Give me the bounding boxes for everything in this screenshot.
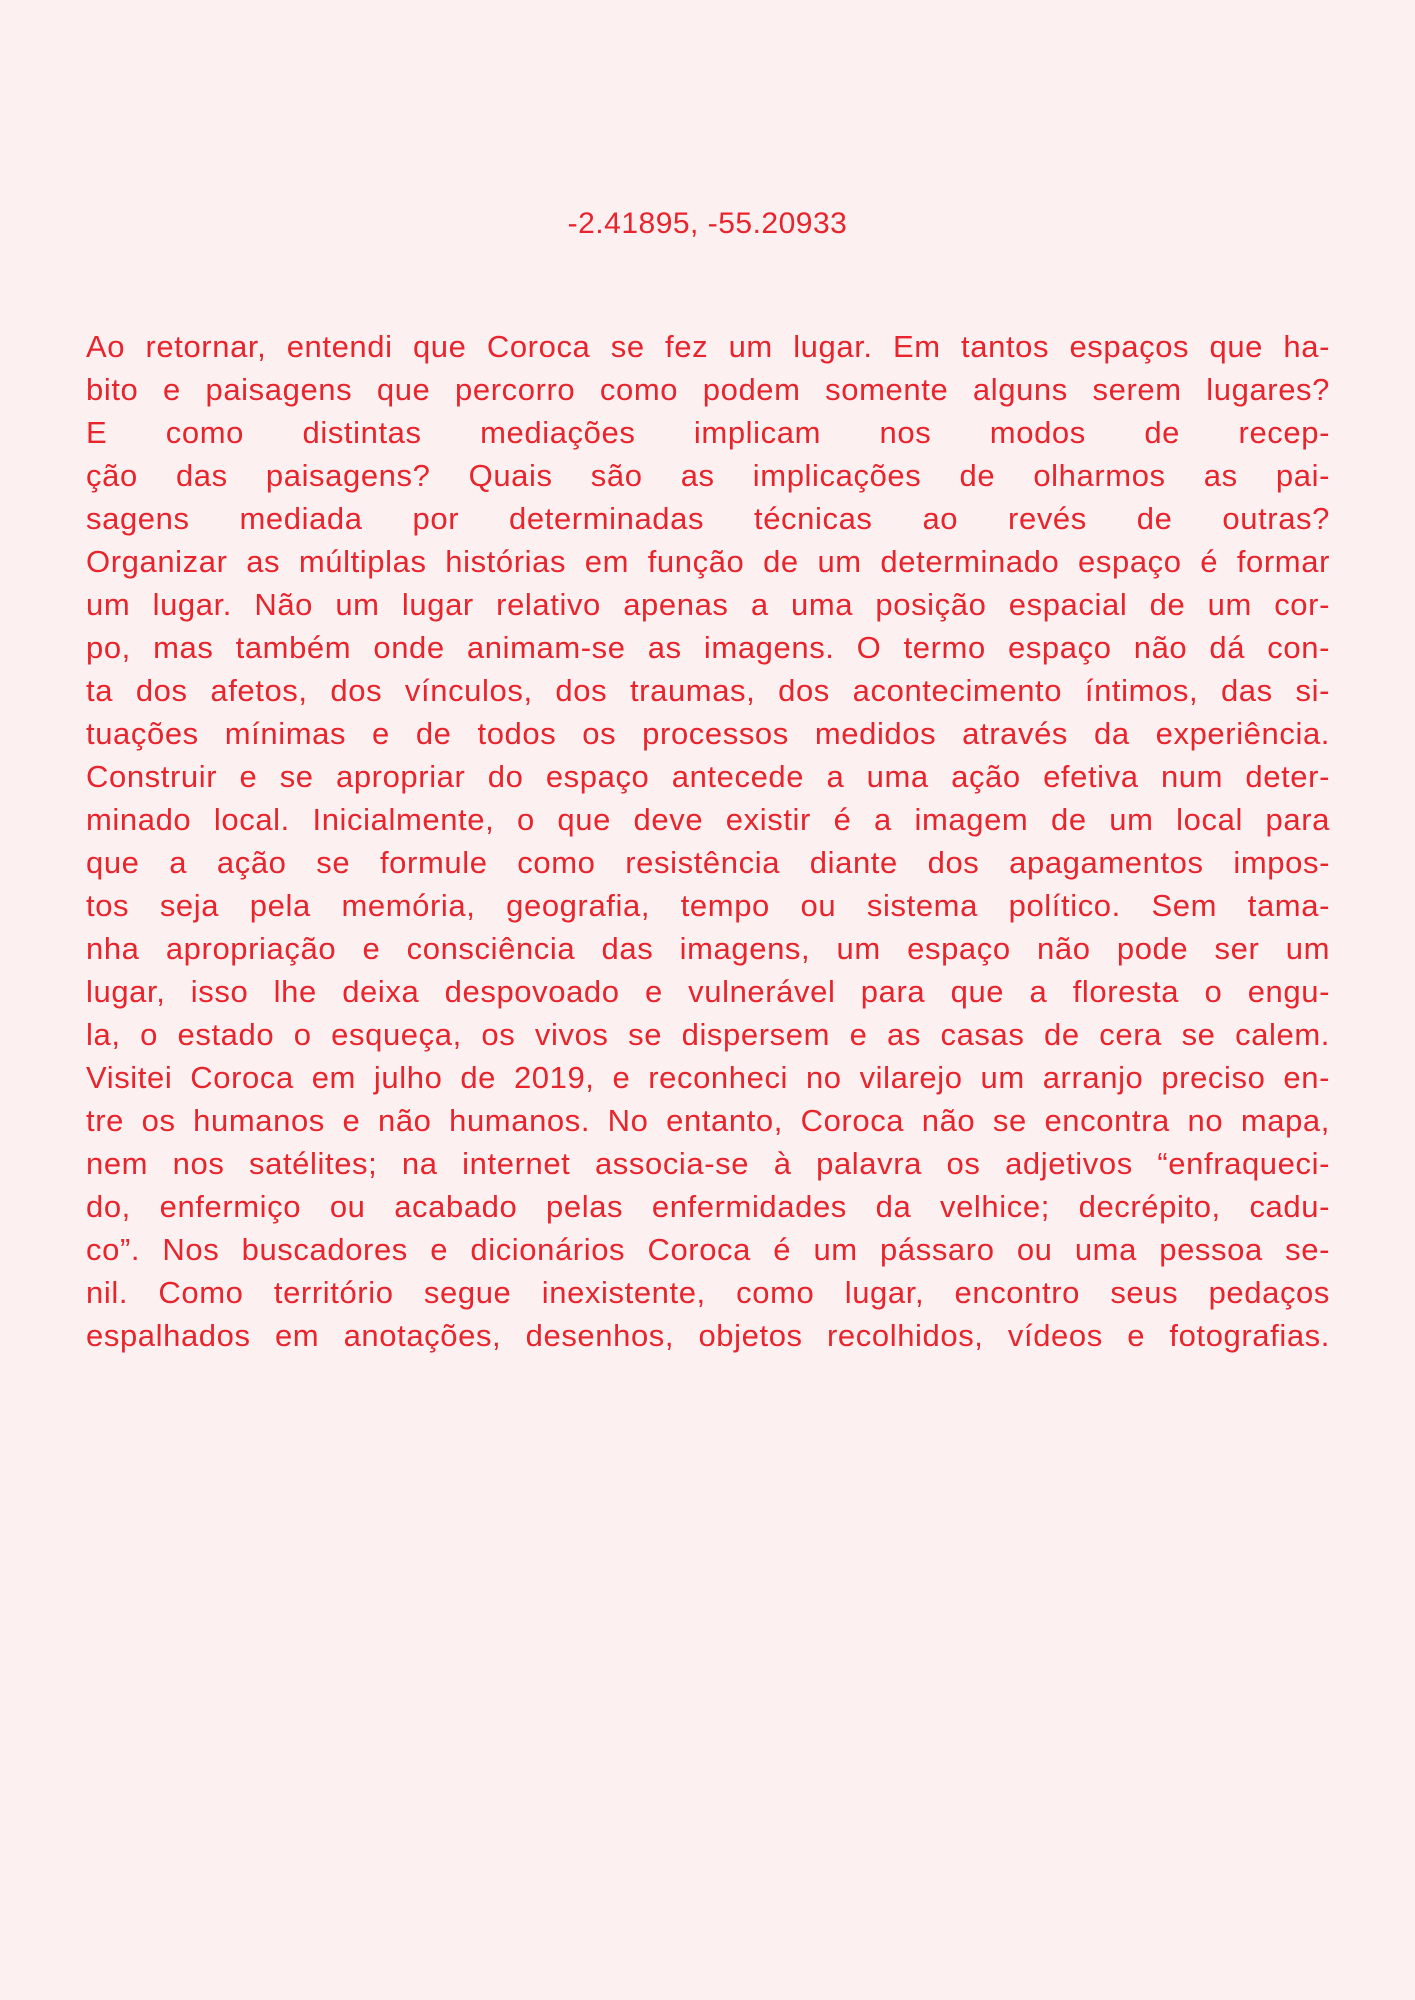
text-line: ção das paisagens? Quais são as implicações de olharmos as pai- (86, 458, 1330, 493)
text-line: tre os humanos e não humanos. No entanto, Coroca não se encontra no mapa, (86, 1103, 1330, 1138)
text-line: um lugar. Não um lugar relativo apenas a uma posição espacial de um cor- (86, 587, 1330, 622)
text-line: sagens mediada por determinadas técnicas ao revés de outras? (86, 501, 1330, 536)
text-line: ta dos afetos, dos vínculos, dos traumas, dos acontecimento íntimos, das si- (86, 673, 1330, 708)
text-line: que a ação se formule como resistência diante dos apagamentos impos- (86, 845, 1330, 880)
body-paragraph (86, 325, 1330, 1357)
text-line: nil. Como território segue inexistente, como lugar, encontro seus pedaços (86, 1275, 1330, 1310)
text-line: po, mas também onde animam-se as imagens. O termo espaço não dá con- (86, 630, 1330, 665)
text-line: tuações mínimas e de todos os processos medidos através da experiência. (86, 716, 1330, 751)
text-line: Organizar as múltiplas histórias em função de um determinado espaço é formar (86, 544, 1330, 579)
text-line: espalhados em anotações, desenhos, objetos recolhidos, vídeos e fotografias. (86, 1318, 1330, 1353)
text-line: Construir e se apropriar do espaço antecede a uma ação efetiva num deter- (86, 759, 1330, 794)
text-line: nha apropriação e consciência das imagens, um espaço não pode ser um (86, 931, 1330, 966)
text-line: lugar, isso lhe deixa despovoado e vulnerável para que a floresta o engu- (86, 974, 1330, 1009)
text-line: do, enfermiço ou acabado pelas enfermidades da velhice; decrépito, cadu- (86, 1189, 1330, 1224)
text-line: E como distintas mediações implicam nos modos de recep- (86, 415, 1330, 450)
text-line: nem nos satélites; na internet associa-se à palavra os adjetivos “enfraqueci- (86, 1146, 1330, 1181)
text-line: la, o estado o esqueça, os vivos se dispersem e as casas de cera se calem. (86, 1017, 1330, 1052)
text-line: co”. Nos buscadores e dicionários Coroca é um pássaro ou uma pessoa se- (86, 1232, 1330, 1267)
text-line: tos seja pela memória, geografia, tempo ou sistema político. Sem tama- (86, 888, 1330, 923)
text-line: Ao retornar, entendi que Coroca se fez um lugar. Em tantos espaços que ha- (86, 329, 1330, 364)
coordinates-heading: -2.41895, -55.20933 (567, 207, 848, 240)
text-line: minado local. Inicialmente, o que deve existir é a imagem de um local para (86, 802, 1330, 837)
text-line: Visitei Coroca em julho de 2019, e reconheci no vilarejo um arranjo preciso en- (86, 1060, 1330, 1095)
text-line: bito e paisagens que percorro como podem somente alguns serem lugares? (86, 372, 1330, 407)
